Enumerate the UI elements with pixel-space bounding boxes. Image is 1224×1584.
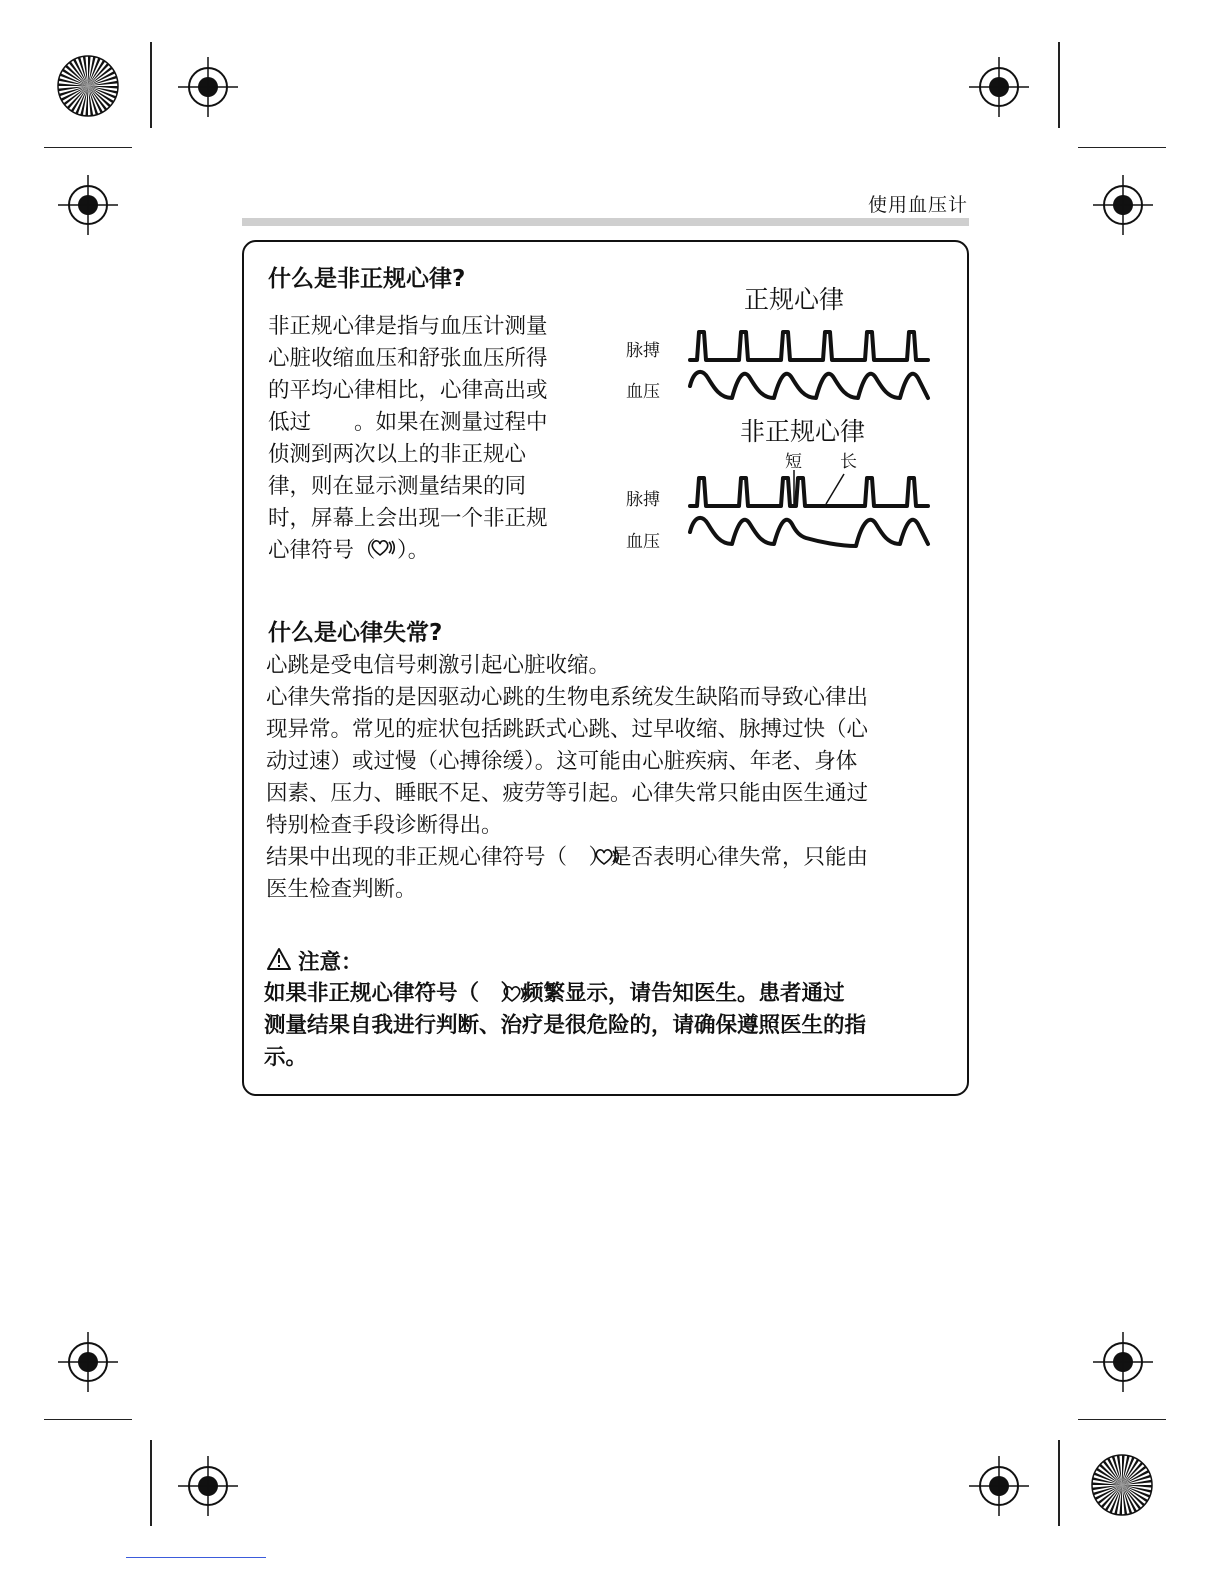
crop-line: [150, 1440, 152, 1526]
registration-mark-icon: [57, 174, 119, 236]
section1-line: 低过 。如果在测量过程中: [268, 410, 548, 435]
crop-line: [150, 42, 152, 128]
section1-line: 律，则在显示测量结果的同: [268, 474, 527, 499]
registration-mark-icon: [177, 56, 239, 118]
irregular-bp-label: 血压: [626, 532, 660, 552]
regular-bp-wave: [690, 372, 928, 398]
warning-title: 注意：: [298, 950, 363, 975]
warning-triangle-icon: [266, 947, 292, 971]
color-wheel-icon: [1090, 1453, 1154, 1517]
section2-heading: 什么是心律失常?: [268, 620, 443, 646]
section2-line: 心律失常指的是因驱动心跳的生物电系统发生缺陷而导致心律出: [266, 685, 869, 710]
section1-line: 侦测到两次以上的非正规心: [268, 442, 527, 467]
irregular-bp-wave: [690, 518, 928, 546]
regular-pulse-wave: [690, 332, 928, 360]
registration-mark-icon: [968, 56, 1030, 118]
section1-line: 时，屏幕上会出现一个非正规: [268, 506, 548, 531]
crop-line: [1078, 1419, 1166, 1420]
header-bar: [242, 218, 969, 226]
crop-line: [44, 147, 132, 148]
long-label: 长: [840, 452, 857, 472]
section1-line: 心脏收缩血压和舒张血压所得: [268, 346, 548, 371]
section1-line: 的平均心律相比，心律高出或: [268, 378, 548, 403]
section2-line: 动过速）或过慢（心搏徐缓）。这可能由心脏疾病、年老、身体: [266, 749, 858, 774]
crop-line: [1078, 147, 1166, 148]
registration-mark-icon: [177, 1455, 239, 1517]
section2-line: 心跳是受电信号刺激引起心脏收缩。: [266, 653, 611, 678]
crop-line: [44, 1419, 132, 1420]
crop-line: [1058, 42, 1060, 128]
section1-heading: 什么是非正规心律?: [268, 266, 466, 292]
color-wheel-icon: [56, 54, 120, 118]
registration-mark-icon: [1092, 1331, 1154, 1393]
irregular-heartbeat-icon: [594, 847, 620, 867]
section2-line: 结果中出现的非正规心律符号（ ）是否表明心律失常，只能由: [266, 845, 869, 870]
warning-line: 示。: [264, 1045, 308, 1070]
regular-bp-label: 血压: [626, 382, 660, 402]
registration-mark-icon: [57, 1331, 119, 1393]
registration-mark-icon: [968, 1455, 1030, 1517]
irregular-heartbeat-icon: [502, 984, 528, 1004]
section1-line: 非正规心律是指与血压计测量: [268, 314, 548, 339]
crop-line: [1058, 1440, 1060, 1526]
long-marker-line: [826, 474, 844, 504]
section2-line: 现异常。常见的症状包括跳跃式心跳、过早收缩、脉搏过快（心: [266, 717, 869, 742]
section2-paragraph: [266, 650, 956, 906]
section1-line: 心律符号（ ）。: [268, 538, 430, 563]
regular-rhythm-title: 正规心律: [744, 285, 845, 314]
irregular-pulse-label: 脉搏: [626, 490, 660, 510]
regular-pulse-label: 脉搏: [626, 341, 660, 361]
irregular-heartbeat-icon: [370, 538, 396, 558]
section1-paragraph: [268, 311, 598, 567]
bottom-link-line: [126, 1557, 266, 1558]
warning-paragraph: [264, 978, 954, 1074]
irregular-rhythm-title: 非正规心律: [740, 417, 866, 446]
section2-line: 医生检查判断。: [266, 877, 417, 902]
section2-line: 因素、压力、睡眠不足、疲劳等引起。心律失常只能由医生通过: [266, 781, 869, 806]
warning-line: 测量结果自我进行判断、治疗是很危险的，请确保遵照医生的指: [264, 1013, 867, 1038]
irregular-pulse-wave: [690, 478, 928, 506]
section2-line: 特别检查手段诊断得出。: [266, 813, 503, 838]
warning-line: 如果非正规心律符号（ ）频繁显示，请告知医生。患者通过: [264, 981, 845, 1006]
registration-mark-icon: [1092, 174, 1154, 236]
short-label: 短: [785, 452, 802, 472]
rhythm-waveforms: [680, 320, 940, 560]
page-header-title: 使用血压计: [867, 194, 968, 216]
